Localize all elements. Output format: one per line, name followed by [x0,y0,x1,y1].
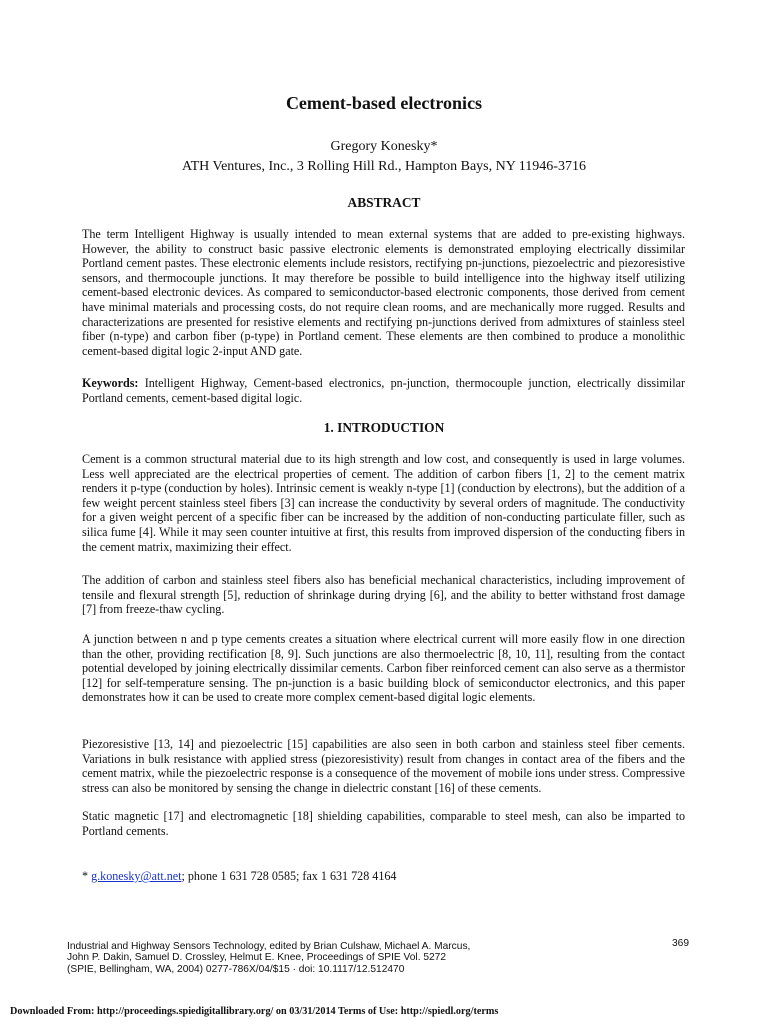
citation-line-3: (SPIE, Bellingham, WA, 2004) 0277-786X/04/$15 · doi: 10.1117/12.512470 [67,963,405,975]
footnote-marker: * [82,869,89,883]
keywords [82,376,685,405]
abstract-text: The term Intelligent Highway is usually intended to mean external systems that are added to pre-existing highways. However, the ability to construct basic passive electronic elements is demonstrated employing electrically dissimilar Portland cement pastes. These electronic elements include resistors, rectifying pn-junctions, piezoelectric and piezoresistive sensors, and thermocouple junctions. It may therefore be possible to build intelligence into the highway itself utilizing cement-based electronic devices. As compared to semiconductor-based electronic components, those derived from cement have minimal materials and processing costs, do not require clean rooms, and are mechanically more rugged. Results and characterizations are presented for resistive elements and rectifying pn-junctions derived from admixtures of stainless steel fiber (n-type) and carbon fiber (p-type) in Portland cement. These elements are then combined to produce a monolithic cement-based digital logic 2-input AND gate. [82,227,685,358]
email-link[interactable]: g.konesky@att.net [91,869,182,883]
citation-line-1: Industrial and Highway Sensors Technology, edited by Brian Culshaw, Michael A. Marcus, [67,941,471,952]
download-notice: Downloaded From: http://proceedings.spiedigitallibrary.org/ on 03/31/2014 Terms of Use: http://spiedl.org/terms [10,1006,499,1017]
citation-line-2: John P. Dakin, Samuel D. Crossley, Helmut E. Knee, Proceedings of SPIE Vol. 5272 [67,952,447,964]
footnote-contact-text: ; phone 1 631 728 0585; fax 1 631 728 4164 [181,869,397,883]
intro-paragraph-2: The addition of carbon and stainless steel fibers also has beneficial mechanical characteristics, including improvement of tensile and flexural strength [5], reduction of shrinkage during drying [6], and the ability to better withstand frost damage [7] from freeze-thaw cycling. [82,573,685,617]
intro-paragraph-3: A junction between n and p type cements creates a situation where electrical current will more easily flow in one direction than the other, providing rectification [8, 9]. Such junctions are also thermoelectric [8, 10, 11], resulting from the contact potential developed by joining electrically dissimilar cements. Carbon fiber reinforced cement can also serve as a thermistor [12] for self-temperature sensing. The pn-junction is a basic building block of semiconductor electronics, and this paper demonstrates how it can be used to create more complex cement-based digital logic elements. [82,632,685,705]
intro-paragraph-4: Piezoresistive [13, 14] and piezoelectric [15] capabilities are also seen in both carbon and stainless steel fiber cements. Variations in bulk resistance with applied stress (piezoresistivity) result from changes in contact area of the fibers and the cement matrix, while the piezoelectric response is a consequence of the movement of mobile ions under stress. Compressive stress can also be monitored by sensing the change in dielectric constant [16] of these cements. [82,737,685,795]
author-name: Gregory Konesky* [330,139,438,154]
intro-paragraph-5: Static magnetic [17] and electromagnetic [18] shielding capabilities, comparable to steel mesh, can also be imparted to Portland cements. [82,809,685,838]
abstract-heading: ABSTRACT [347,195,421,210]
page-number: 369 [672,938,689,949]
keywords-label: Keywords: [82,376,139,390]
intro-paragraph-1: Cement is a common structural material due to its high strength and low cost, and consequently is used in large volumes. Less well appreciated are the electrical properties of cement. The addition of carbon fibers [1, 2] to the cement matrix renders it p-type (conduction by holes). Intrinsic cement is weakly n-type [1] (conduction by electrons), but the addition of a few weight percent stainless steel fibers [3] can increase the conductivity by several orders of magnitude. The conductivity for a given weight percent of a specific fiber can be increased by the addition of non-conducting particulate filler, such as silica fume [4]. While it may seen counter intuitive at first, this results from improved dispersion of the conducting fibers in the cement matrix, maximizing their effect. [82,452,685,554]
keywords-text: Intelligent Highway, Cement-based electronics, pn-junction, thermocouple junction, electrically dissimilar Portland cements, cement-based digital logic. [82,376,685,405]
paper-title: Cement-based electronics [285,93,483,113]
author-affiliation: ATH Ventures, Inc., 3 Rolling Hill Rd., Hampton Bays, NY 11946-3716 [182,159,586,174]
introduction-heading: 1. INTRODUCTION [323,420,445,435]
author-footnote [82,869,685,884]
proceedings-citation [67,941,537,975]
